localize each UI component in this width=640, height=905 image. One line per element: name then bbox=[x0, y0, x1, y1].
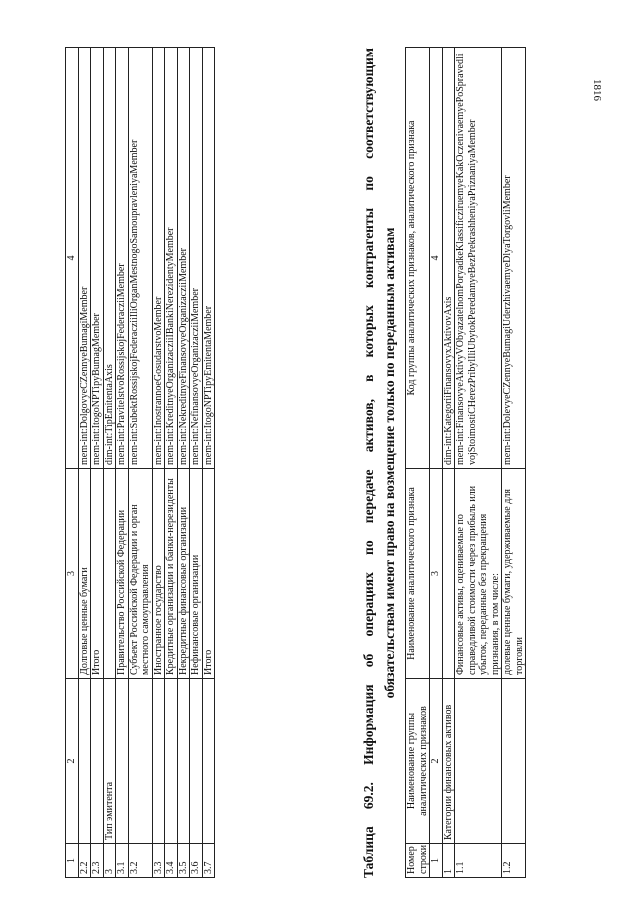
row-name bbox=[442, 469, 455, 679]
row-group bbox=[202, 679, 215, 844]
col-num-2: 2 bbox=[430, 679, 443, 844]
row-group bbox=[455, 679, 502, 844]
row-group bbox=[502, 679, 526, 844]
row-code: mem-int:KreditnyeOrganizacziiIBankiNerezidentyMember bbox=[165, 48, 178, 469]
table-row bbox=[152, 48, 165, 878]
row-num: 2.2 bbox=[78, 844, 91, 878]
row-group bbox=[177, 679, 190, 844]
row-num: 1.2 bbox=[502, 844, 526, 878]
col-num-4: 4 bbox=[66, 48, 79, 469]
table-header-row bbox=[66, 48, 79, 878]
table-row bbox=[442, 48, 455, 878]
row-num: 1.1 bbox=[455, 844, 502, 878]
table-caption bbox=[358, 48, 400, 878]
table-row bbox=[202, 48, 215, 878]
row-num: 3 bbox=[103, 844, 116, 878]
table-row bbox=[116, 48, 129, 878]
row-group: Категории финансовых активов bbox=[442, 679, 455, 844]
row-name: долевые ценные бумаги, удерживаемые для торговли bbox=[502, 469, 526, 679]
row-code: mem-int:SubektRossijskojFederacziiIliOrganMestnogoSamoupravleniyaMember bbox=[128, 48, 152, 469]
row-name: Некредитные финансовые организации bbox=[177, 469, 190, 679]
row-code: mem-int:NefinansovyeOrganizacziiMember bbox=[190, 48, 203, 469]
header-group-name: Наименование группы аналитических признаков bbox=[406, 679, 430, 844]
row-code: mem-int:ItogoNPTipyBumagMember bbox=[91, 48, 104, 469]
row-code: mem-int:DolevyeCZennyeBumagiUderzhivaemyeDlyaTorgovliMember bbox=[502, 48, 526, 469]
row-code: mem-int:PravitelstvoRossijskojFederacziiMember bbox=[116, 48, 129, 469]
row-group bbox=[116, 679, 129, 844]
row-group bbox=[152, 679, 165, 844]
header-code: Код группы аналитических признаков, аналитического признака bbox=[406, 48, 430, 469]
table-row bbox=[165, 48, 178, 878]
row-code: dim-int:KategoriiFinansovyxAktivovAxis bbox=[442, 48, 455, 469]
row-name bbox=[103, 469, 116, 679]
row-code: mem-int:FinansovyeAktivyVObyazatelnomPoryadkeKlassificziruemyeKakOczenivaemyePoSpravedlivojStoimostiCHerezPribylIliUbytokPeredannyeBezPrekrashheniyaPriznaniyaMember bbox=[455, 48, 502, 469]
row-group bbox=[128, 679, 152, 844]
col-num-3: 3 bbox=[66, 469, 79, 679]
row-group: Тип эмитента bbox=[103, 679, 116, 844]
table-69-1-continuation bbox=[65, 47, 215, 878]
row-group bbox=[165, 679, 178, 844]
col-num-4: 4 bbox=[430, 48, 443, 469]
table-row bbox=[502, 48, 526, 878]
table-row bbox=[190, 48, 203, 878]
row-num: 1 bbox=[442, 844, 455, 878]
row-name: Кредитные организации и банки-нерезиденты bbox=[165, 469, 178, 679]
col-num-1: 1 bbox=[66, 844, 79, 878]
row-name: Долговые ценные бумаги bbox=[78, 469, 91, 679]
row-code: dim-int:TipEmitentaAxis bbox=[103, 48, 116, 469]
header-feature-name: Наименование аналитического признака bbox=[406, 469, 430, 679]
row-num: 3.5 bbox=[177, 844, 190, 878]
col-num-2: 2 bbox=[66, 679, 79, 844]
row-name: Финансовые активы, оцениваемые по справедливой стоимости через прибыль или убыток, переданные без прекращения признания, в том числе: bbox=[455, 469, 502, 679]
row-name: Нефинансовые организации bbox=[190, 469, 203, 679]
row-code: mem-int:DolgovyeCZennyeBumagiMember bbox=[78, 48, 91, 469]
row-name: Правительство Российской Федерации bbox=[116, 469, 129, 679]
row-group bbox=[91, 679, 104, 844]
table-row bbox=[103, 48, 116, 878]
row-group bbox=[190, 679, 203, 844]
row-num: 3.7 bbox=[202, 844, 215, 878]
table-header-row bbox=[406, 48, 430, 878]
row-name: Итого bbox=[202, 469, 215, 679]
row-num: 2.3 bbox=[91, 844, 104, 878]
caption-line-2: обязательствам имеют право на возмещение только по переданным активам bbox=[382, 227, 397, 699]
row-code: mem-int:InostrannoeGosudarstvoMember bbox=[152, 48, 165, 469]
table-row bbox=[128, 48, 152, 878]
row-group bbox=[78, 679, 91, 844]
row-name: Итого bbox=[91, 469, 104, 679]
row-num: 3.4 bbox=[165, 844, 178, 878]
table-row bbox=[177, 48, 190, 878]
row-code: mem-int:NekreditnyeFinansovyeOrganizacziiMember bbox=[177, 48, 190, 469]
table-row bbox=[91, 48, 104, 878]
col-num-3: 3 bbox=[430, 469, 443, 679]
table-69-2 bbox=[405, 47, 526, 878]
row-num: 3.6 bbox=[190, 844, 203, 878]
caption-line-1: Таблица 69.2. Информация об операциях по передаче активов, в которых контрагенты по соответствующим bbox=[361, 48, 376, 878]
table-row bbox=[455, 48, 502, 878]
table-row bbox=[78, 48, 91, 878]
column-number-row bbox=[430, 48, 443, 878]
row-num: 3.3 bbox=[152, 844, 165, 878]
page-number: 1816 bbox=[591, 79, 603, 101]
col-num-1: 1 bbox=[430, 844, 443, 878]
row-name: Субъект Российской Федерации и орган местного самоуправления bbox=[128, 469, 152, 679]
row-num: 3.2 bbox=[128, 844, 152, 878]
row-name: Иностранное государство bbox=[152, 469, 165, 679]
row-code: mem-int:ItogoNPTipyEmitentaMember bbox=[202, 48, 215, 469]
row-num: 3.1 bbox=[116, 844, 129, 878]
rotated-sheet bbox=[65, 48, 605, 878]
header-row-number: Номер строки bbox=[406, 844, 430, 878]
